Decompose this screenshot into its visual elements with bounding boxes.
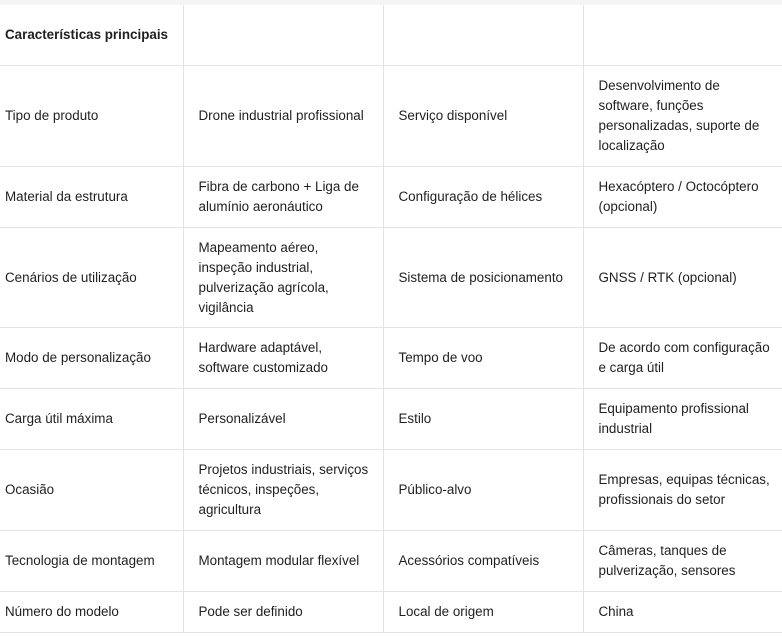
table-row	[0, 450, 782, 531]
spec-value: Pode ser definido	[183, 592, 383, 633]
spec-label: Carga útil máxima	[0, 389, 183, 450]
spec-label: Material da estrutura	[0, 167, 183, 228]
spec-value: Personalizável	[183, 389, 383, 450]
table-header-cell	[383, 5, 583, 66]
spec-value: Fibra de carbono + Liga de alumínio aeronáutico	[183, 167, 383, 228]
table-header-row	[0, 5, 782, 66]
spec-value: De acordo com configuração e carga útil	[583, 328, 782, 389]
spec-label: Local de origem	[383, 592, 583, 633]
spec-label: Ocasião	[0, 450, 183, 531]
table-row	[0, 389, 782, 450]
specifications-table	[0, 5, 782, 633]
spec-label: Modo de personalização	[0, 328, 183, 389]
spec-label: Sistema de posicionamento	[383, 228, 583, 328]
spec-value: Projetos industriais, serviços técnicos, inspeções, agricultura	[183, 450, 383, 531]
spec-value: Câmeras, tanques de pulverização, sensores	[583, 531, 782, 592]
table-header-cell: Características principais	[0, 5, 183, 66]
table-row	[0, 66, 782, 167]
table-header-cell	[583, 5, 782, 66]
spec-value: Hexacóptero / Octocóptero (opcional)	[583, 167, 782, 228]
table-row	[0, 228, 782, 328]
spec-value: Montagem modular flexível	[183, 531, 383, 592]
table-row	[0, 328, 782, 389]
spec-label: Público-alvo	[383, 450, 583, 531]
table-row	[0, 531, 782, 592]
spec-label: Configuração de hélices	[383, 167, 583, 228]
spec-label: Tempo de voo	[383, 328, 583, 389]
spec-label: Número do modelo	[0, 592, 183, 633]
spec-label: Estilo	[383, 389, 583, 450]
table-header-cell	[183, 5, 383, 66]
spec-value: China	[583, 592, 782, 633]
spec-label: Tipo de produto	[0, 66, 183, 167]
spec-label: Acessórios compatíveis	[383, 531, 583, 592]
spec-label: Tecnologia de montagem	[0, 531, 183, 592]
spec-value: Mapeamento aéreo, inspeção industrial, pulverização agrícola, vigilância	[183, 228, 383, 328]
spec-value: GNSS / RTK (opcional)	[583, 228, 782, 328]
spec-value: Drone industrial profissional	[183, 66, 383, 167]
table-row	[0, 592, 782, 633]
spec-value: Equipamento profissional industrial	[583, 389, 782, 450]
table-row	[0, 167, 782, 228]
spec-value: Desenvolvimento de software, funções personalizadas, suporte de localização	[583, 66, 782, 167]
spec-value: Empresas, equipas técnicas, profissionais do setor	[583, 450, 782, 531]
spec-value: Hardware adaptável, software customizado	[183, 328, 383, 389]
spec-label: Serviço disponível	[383, 66, 583, 167]
spec-label: Cenários de utilização	[0, 228, 183, 328]
